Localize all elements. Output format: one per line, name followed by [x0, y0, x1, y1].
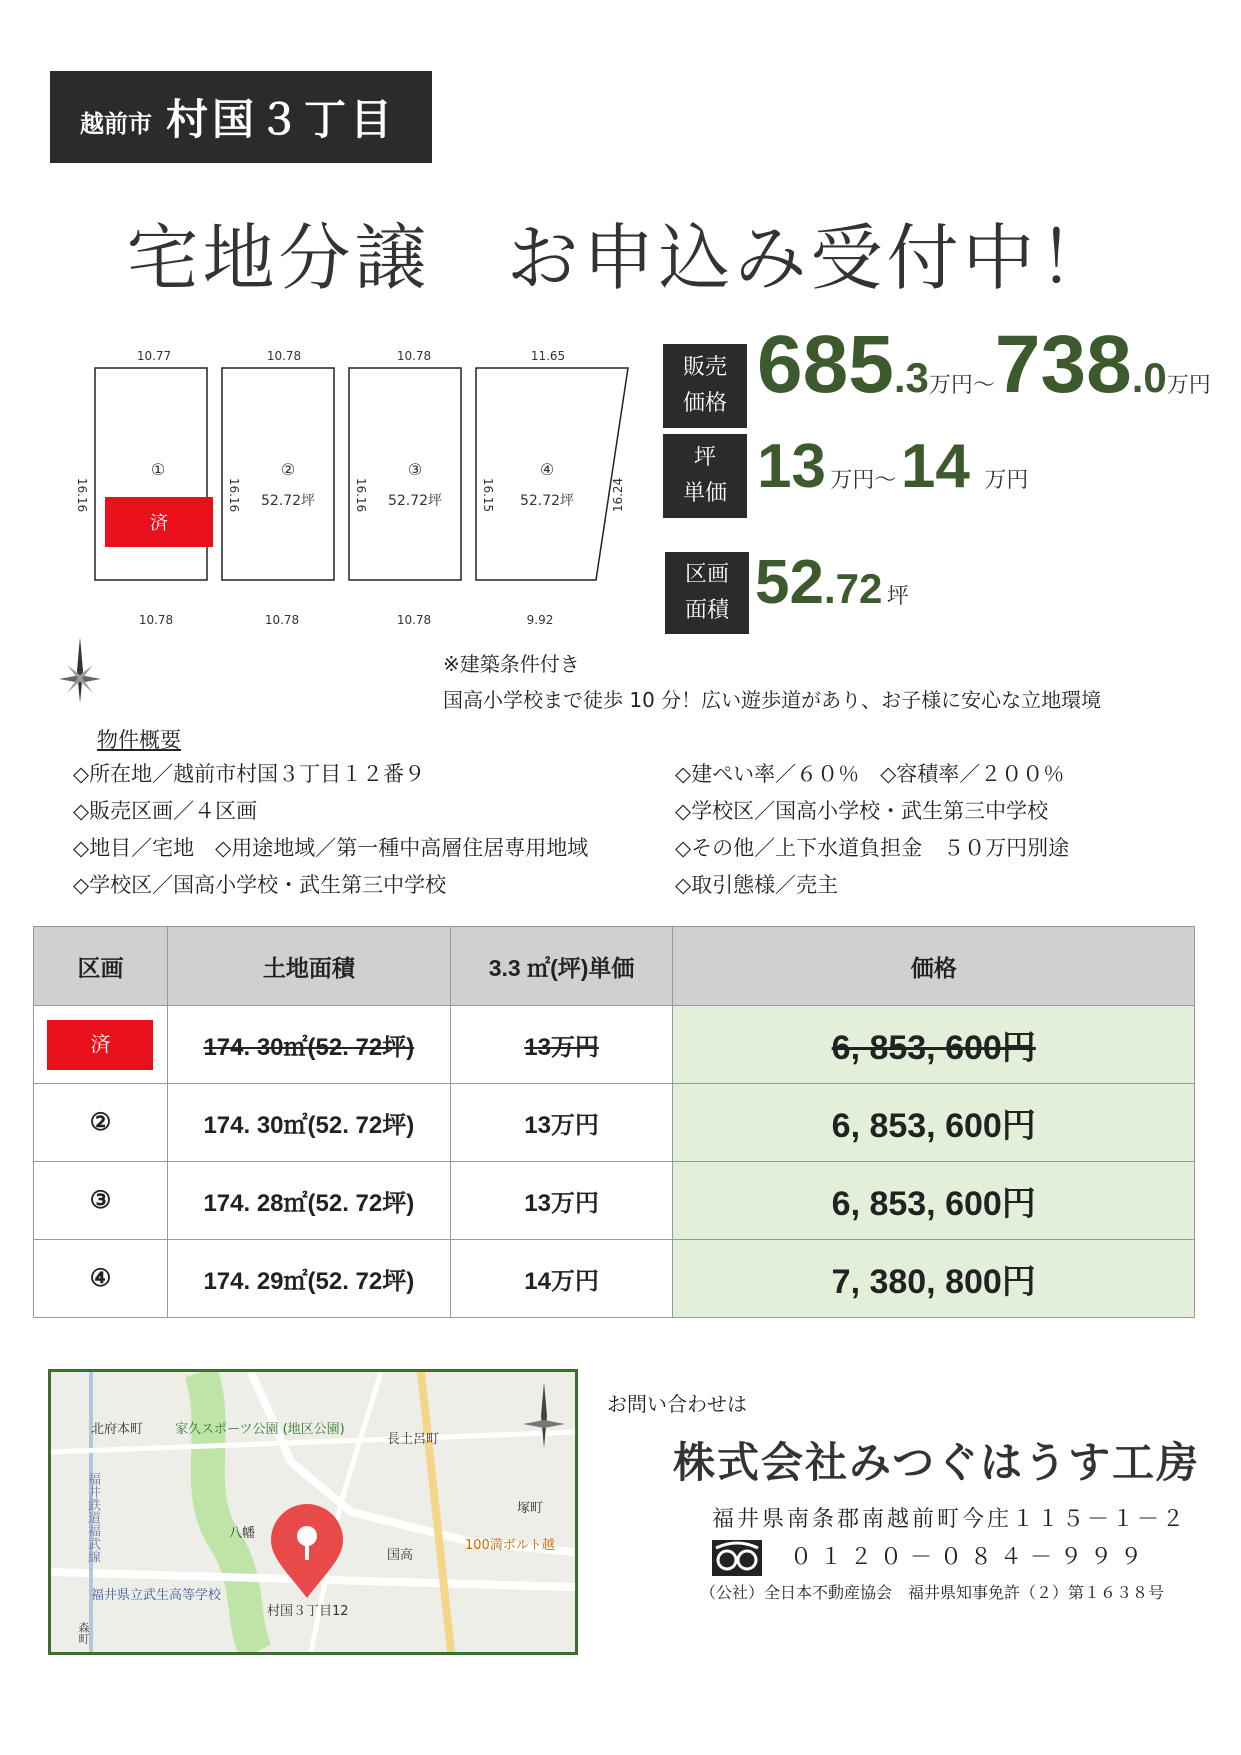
map-label: 村国３丁目12	[267, 1604, 349, 1619]
lot-2-number: ②	[280, 460, 296, 479]
header-unit-price: 3.3 ㎡(坪)単価	[450, 927, 673, 1006]
price-tag	[663, 344, 747, 428]
map-label: 福井県立武生高等学校	[91, 1588, 222, 1603]
unit-price-cell: 13万円	[450, 1162, 673, 1240]
lot-cell: ③	[34, 1162, 168, 1240]
unit-price-range	[757, 432, 1028, 518]
side-length-1: 16.16	[75, 477, 89, 513]
phone-number[interactable]: ０１２０－０８４－９９９	[790, 1545, 1151, 1570]
headline: 宅地分譲 お申込み受付中！	[126, 216, 1115, 300]
map-label: 家久スポーツ公園 (地区公園)	[175, 1422, 345, 1437]
compass-icon	[55, 635, 105, 705]
side-length-4: 16.15	[481, 477, 495, 513]
bottom-width-3: 10.78	[396, 613, 432, 627]
price-min: 685	[757, 319, 894, 410]
header-lot: 区画	[34, 927, 168, 1006]
table-row	[34, 1006, 1195, 1084]
unit-price-cell: 13万円	[450, 1006, 673, 1084]
side-length-3: 16.16	[354, 477, 368, 513]
area-row	[665, 548, 909, 634]
map-compass-icon	[519, 1380, 569, 1450]
area-tag-line1: 区画	[684, 562, 729, 587]
area-main: 52	[755, 548, 824, 617]
price-unit-1: 万円～	[928, 372, 995, 397]
lot-3-number: ③	[407, 460, 423, 479]
unit-tag-line2: 単価	[682, 481, 727, 506]
unit-price-min: 13	[757, 432, 826, 501]
area-cell: 174. 30㎡(52. 72坪)	[167, 1006, 450, 1084]
top-width-4: 11.65	[530, 349, 566, 363]
lot-4-area: 52.72坪	[519, 493, 575, 509]
summary-right-3: ◇その他／上下水道負担金 ５０万円別途	[675, 836, 1070, 860]
area-tag	[665, 552, 749, 634]
location-pin-icon	[267, 1502, 347, 1602]
unit-price-cell: 14万円	[450, 1240, 673, 1318]
area-cell: 174. 30㎡(52. 72坪)	[167, 1084, 450, 1162]
map-label: 100満ボルト越	[465, 1538, 555, 1553]
unit-price-row	[663, 432, 1028, 518]
side-length-5: 16.24	[611, 477, 625, 513]
map-label: 福井鉄道福武線	[85, 1472, 100, 1563]
table-row	[34, 1084, 1195, 1162]
header-price: 価格	[673, 927, 1195, 1006]
price-max: 738	[994, 319, 1132, 410]
map-label: 八幡	[229, 1526, 256, 1541]
summary-title: 物件概要	[97, 728, 181, 752]
unit-price-tag	[663, 434, 747, 518]
price-unit-2: 万円	[1166, 372, 1211, 397]
lot-3-outline	[349, 368, 461, 580]
map-label: 塚町	[517, 1501, 544, 1516]
price-min-decimal: .3	[893, 354, 929, 401]
map-label: 北府本町	[91, 1422, 144, 1437]
summary-right-1: ◇建ぺい率／６０％ ◇容積率／２００％	[675, 762, 1065, 786]
lot-cell: ②	[34, 1084, 168, 1162]
unit-tag-line1: 坪	[693, 445, 716, 470]
table-row	[34, 1162, 1195, 1240]
top-width-3: 10.78	[396, 349, 432, 363]
city-name: 越前市	[80, 109, 152, 138]
license-info: （公社）全日本不動産協会 福井県知事免許（２）第１６３８号	[700, 1583, 1165, 1602]
lot-1-number: ①	[150, 460, 166, 479]
summary-left-2: ◇販売区画／４区画	[73, 799, 258, 823]
price-cell: 6, 853, 600円	[673, 1162, 1195, 1240]
price-tag-line1: 販売	[682, 355, 727, 380]
price-max-decimal: .0	[1131, 354, 1167, 401]
area-decimal: .72	[823, 565, 883, 612]
town-name: 村国３丁目	[166, 95, 397, 144]
price-cell: 6, 853, 600円	[673, 1006, 1195, 1084]
map-label: 国高	[387, 1548, 414, 1563]
sold-badge: 済	[47, 1020, 153, 1070]
table-header-row	[34, 927, 1195, 1006]
school-note: 国高小学校まで徒歩 10 分！広い遊歩道があり、お子様に安心な立地環境	[443, 688, 1102, 712]
lot-2-area: 52.72坪	[260, 493, 316, 509]
area-tag-line2: 面積	[684, 598, 729, 623]
free-dial-icon	[712, 1540, 762, 1576]
price-cell: 7, 380, 800円	[673, 1240, 1195, 1318]
lot-cell	[34, 1006, 168, 1084]
unit-price-unit-1: 万円～	[830, 467, 897, 492]
top-width-2: 10.78	[266, 349, 302, 363]
summary-left-4: ◇学校区／国高小学校・武生第三中学校	[73, 873, 447, 897]
summary-left-1: ◇所在地／越前市村国３丁目１２番９	[73, 762, 426, 786]
side-length-2: 16.16	[227, 477, 241, 513]
table-row	[34, 1240, 1195, 1318]
summary-right-2: ◇学校区／国高小学校・武生第三中学校	[675, 799, 1049, 823]
lot-1-sold-label: 済	[150, 513, 168, 534]
lot-3-area: 52.72坪	[387, 493, 443, 509]
location-map	[48, 1369, 578, 1655]
lot-cell: ④	[34, 1240, 168, 1318]
map-label: 長土呂町	[387, 1432, 440, 1447]
lot-2-outline	[222, 368, 334, 580]
unit-price-unit-2: 万円	[984, 467, 1029, 492]
unit-price-cell: 13万円	[450, 1084, 673, 1162]
summary-right-4: ◇取引態様／売主	[675, 873, 839, 897]
bottom-width-1: 10.78	[138, 613, 174, 627]
area-unit: 坪	[886, 583, 909, 608]
area-cell: 174. 28㎡(52. 72坪)	[167, 1162, 450, 1240]
price-row	[663, 319, 1211, 428]
bottom-width-4: 9.92	[526, 613, 554, 627]
building-condition-note: ※建築条件付き	[443, 652, 580, 676]
price-range	[757, 319, 1211, 428]
header-area: 土地面積	[167, 927, 450, 1006]
lot-4-number: ④	[539, 460, 555, 479]
summary-left-3: ◇地目／宅地 ◇用途地域／第一種中高層住居専用地域	[73, 836, 589, 860]
bottom-width-2: 10.78	[264, 613, 300, 627]
price-cell: 6, 853, 600円	[673, 1084, 1195, 1162]
unit-price-max: 14	[900, 432, 970, 501]
map-label: 森町	[77, 1622, 90, 1644]
location-badge	[50, 71, 432, 163]
top-width-1: 10.77	[136, 349, 172, 363]
company-name: 株式会社みつぐはうす工房	[673, 1438, 1201, 1487]
company-address: 福井県南条郡南越前町今庄１１５－１－２	[712, 1507, 1188, 1532]
contact-lead: お問い合わせは	[607, 1392, 747, 1416]
area-value	[755, 548, 909, 634]
price-tag-line2: 価格	[682, 391, 727, 416]
area-cell: 174. 29㎡(52. 72坪)	[167, 1240, 450, 1318]
lot-plan	[60, 340, 640, 640]
lot-price-table	[33, 926, 1195, 1318]
